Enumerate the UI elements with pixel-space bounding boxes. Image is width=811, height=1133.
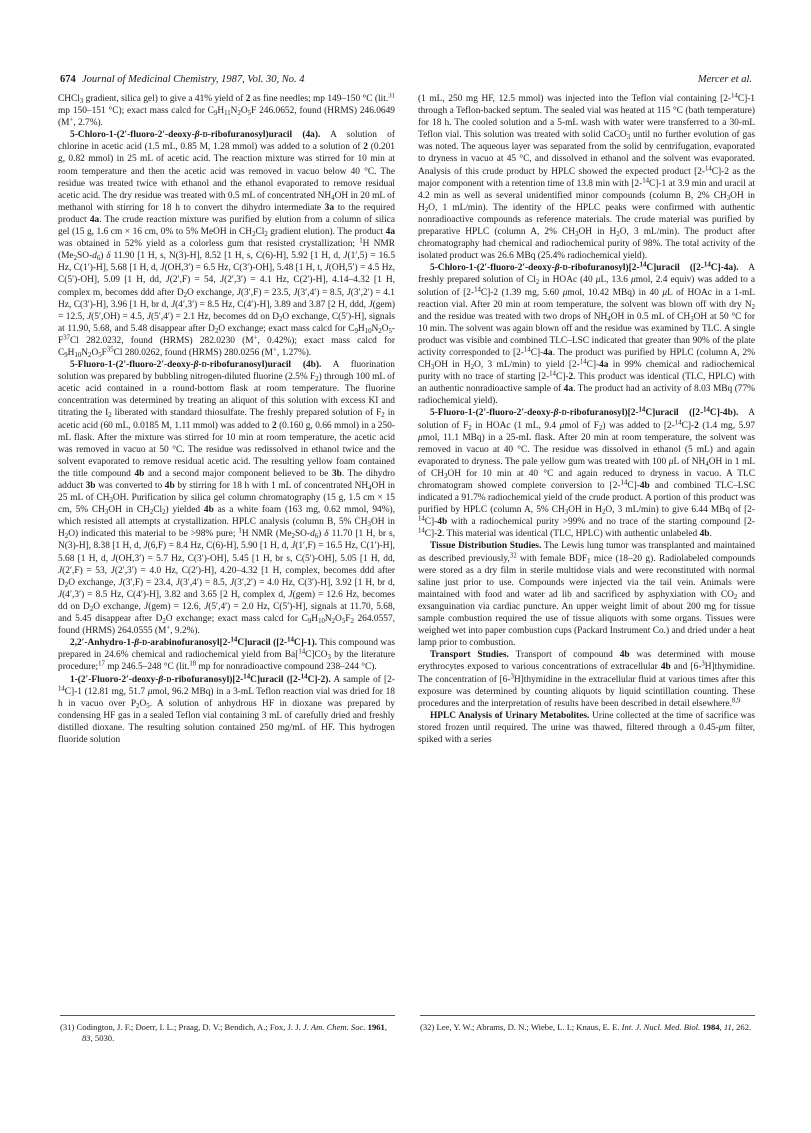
page-number: 674	[60, 74, 76, 85]
footnote-31: (31) Codington, J. F.; Doerr, I. L.; Praag, D. V.; Bendich, A.; Fox, J. J. J. Am. Chem. Soc. 1961, 83, 5030.	[60, 1022, 387, 1043]
paragraph: HPLC Analysis of Urinary Metabolites. Urine collected at the time of sacrifice was stored frozen until required. The urine was thawed, filtered through a 0.45-μm filter, spiked with a series	[418, 710, 755, 745]
paragraph: 5-Chloro-1-(2′-fluoro-2′-deoxy-β-d-ribofuranosyl)uracil (4a). A solution of chlorine in acetic acid (1.5 mL, 0.85 M, 1.28 mmol) was added to a solution of 2 (0.201 g, 0.82 mmol) in 25 mL of acetic acid. The reaction mixture was stirred for 10 min at room temperature and then the acetic acid was removed in vacuo below 40 °C. The residue was treated twice with ethanol and the ethanol evaporated to remove residual acetic acid. The dry residue was treated with 0.5 mL of concentrated $NH_4OH$ in 20 mL of methanol with stirring for 18 h to convert the dihydro intermediate 3a to the required product 4a. The crude reaction mixture was purified by elution from a column of silica gel (15 g, 1.6 cm × 16 cm, 0% to 5% MeOH in $CH_2Cl_2$ gradient elution). The product 4a was obtained in 52% yield as a colorless gum that resisted crystallization; $^1$H NMR $(Me_2SO-d_6)$ δ 11.90 [1 H, s, N(3)-H], 8.52 [1 H, s, C(6)-H], 5.92 [1 H, d, J(1′,5) = 16.5 Hz, C(1′)-H], 5.68 [1 H, d, J(OH,3′) = 6.5 Hz, C(3′)-OH], 5.48 [1 H, t, J(OH,5′) = 4.5 Hz, C(5′)-OH], 5.09 [1 H, dd, J(2′,F) = 54, J(2′,3′) = 4.1 Hz, C(2′)-H], 4.14–4.32 [1 H, complex m, becomes ddd after $D_2O$ exchange, J(3′,F) = 23.5, J(3′,4′) = 8.5, J(3′,2′) = 4.1 Hz, C(3′)-H], 3.96 [1 H, br d, J(4′,3′) = 8.5 Hz, C(4′)-H], 3.89 and 3.87 [2 H, ddd, J(gem) = 12.5, J(5′,OH) = 4.5, J(5′,4′) = 2.1 Hz, becomes dd on $D_2O$ exchange, C(5′)-H], signals at 11.90, 5.68, and 5.48 disappear after $D_2O$ exchange; exact mass calcd for $C_9H_{10}N_2O_5-F^{37}Cl$ 282.0232, found (HRMS) 282.0230 (M+, 0.42%); exact mass calcd for $C_9H_{10}N_2O_5F^{35}Cl$ 280.0262, found (HRMS) 280.0256 (M+, 1.27%).	[58, 130, 395, 359]
paragraph: 5-Fluoro-1-(2′-fluoro-2′-deoxy-β-d-ribofuranosyl)uracil (4b). A fluorination solution was prepared by bubbling nitrogen-diluted fluorine (2.5% $F_2$) through 100 mL of acetic acid contained in a round-bottom flask at room temperature. The fluorine concentration was determined by treating an aliquot of this solution with excess KI and titrating the $I_2$ liberated with standard thiosulfate. The freshly prepared solution of $F_2$ in acetic acid (60 mL, 0.0185 M, 1.11 mmol) was added to 2 (0.160 g, 0.66 mmol) in a 250-mL flask. After the mixture was stirred for 10 min at room temperature, the acetic acid was removed in vacuo at 50 °C. The residue was redissolved in ethanol twice and the solvent evaporated to remove residual acetic acid. The resulting yellow foam contained the title compound 4b and a second major component believed to be 3b. The dihydro adduct 3b was converted to 4b by stirring for 18 h with 1 mL of concentrated $NH_4OH$ in 25 mL of $CH_3OH$. Purification by silica gel column chromatography (15 g, 1.5 cm × 15 cm, 5% $CH_3OH$ in $CH_2Cl_2$) yielded 4b as a white foam (163 mg, 0.62 mmol, 94%), which resisted all attempts at crystallization. HPLC analysis (column B, 5% $CH_3OH$ in $H_2O$) indicated this material to be >98% pure; $^1$H NMR $(Me_2SO-d_6)$ δ 11.70 [1 H, br s, N(3)-H], 8.38 [1 H, d, J(6,F) = 8.4 Hz, C(6)-H], 5.90 [1 H, d, J(1′,F) = 16.5 Hz, C(1′)-H], 5.68 [1 H, d, J(OH,3′) = 5.7 Hz, C(3′)-OH], 5.45 [1 H, br s, C(5′)-OH], 5.05 [1 H, dd, J(2′,F) = 53, J(2′,3′) = 4.0 Hz, C(2′)-H], 4.20–4.32 [1 H, complex, becomes ddd after $D_2O$ exchange, J(3′,F) = 23.4, J(3′,4′) = 8.5, J(3′,2′) = 4.0 Hz, C(3′)-H], 3.92 [1 H, br d, J(4′,3′) = 8.5 Hz, C(4′)-H], 3.82 and 3.65 [2 H, complex d, J(gem) = 12.6 Hz, becomes dd on $D_2O$ exchange, J(gem) = 12.6, J(5′,4′) = 2.0 Hz, C(5′)-H], signals at 11.70, 5.68, and 5.45 disappear after $D_2O$ exchange; exact mass calcd for $C_9H_{10}N_2O_5F_2$ 264.0557, found (HRMS) 264.0555 (M+, 9.2%).	[58, 360, 395, 637]
paragraph: Tissue Distribution Studies. The Lewis lung tumor was transplanted and maintained as described previously,$^{32}$ with female $BDF_1$ mice (18–20 g). Radiolabeled compounds were stored as a dry film in sterile multidose vials and were reconstituted with normal saline just prior to use. Compounds were injected via the tail vein. Animals were maintained with food and water ad lib and sacrificed by asphyxiation with $CO_2$ and exsanguination via cardiac puncture. An upper weight limit of about 200 mg for tissue sample combustion required the use of tissue aliquots with some organs. Tissues were weighed wet into paper combustion cups (Packard Instrument Co.) and dried under a heat lamp prior to combustion.	[418, 541, 755, 649]
footnote-left	[60, 1015, 395, 1044]
journal-citation: Journal of Medicinal Chemistry, 1987, Vol. 30, No. 4	[82, 74, 305, 85]
footnote-32: (32) Lee, Y. W.; Abrams, D. N.; Wiebe, L. I.; Knaus, E. E. Int. J. Nucl. Med. Biol. 1984, 11, 262.	[420, 1022, 752, 1032]
left-column	[58, 93, 395, 1003]
paragraph: 5-Chloro-1-(2′-fluoro-2′-deoxy-β-d-ribofuranosyl)[2-$^{14}$C]uracil ([2-$^{14}$C]-4a). A freshly prepared solution of $Cl_2$ in HOAc (40 μL, 13.6 μmol, 2.4 equiv) was added to a solution of [2-$^{14}$C]-2 (1.39 mg, 5.60 μmol, 10.42 MBq) in 40 μL of HOAc in a 1-mL reaction vial. After 20 min at room temperature, the solvent was blown off with dry $N_2$ and the residue was treated with two drops of $NH_4OH$ in 0.5 mL of $CH_3OH$ at 50 °C for 10 min. The solvent was again blown off and the residue was examined by TLC. A single product was visible and combined TLC–LSC indicated that greater than 90% of the plate activity corresponded to [2-$^{14}$C]-4a. The product was purified by HPLC (column A, 2% $CH_3OH$ in $H_2O$, 3 mL/min) to yield [2-$^{14}$C]-4a in 99% chemical and radiochemical purity with no trace of starting [2-$^{14}$C]-2. This product was identical (TLC, HPLC) with an authentic nonradioactive sample of 4a. The product had an activity of 8.03 MBq (77% radiochemical yield).	[418, 261, 755, 407]
paragraph: 2,2′-Anhydro-1-β-d-arabinofuranosyl[2-$^{14}$C]uracil ([2-$^{14}$C]-1). This compound was prepared in 24.6% chemical and radiochemical yield from $Ba[^{14}C]CO_3$ by the literature procedure;$^{17}$ mp 246.5–248 °C (lit.$^{18}$ mp for nonradioactive compound 238–244 °C).	[58, 636, 395, 673]
paragraph: 1-(2′-Fluoro-2′-deoxy-β-d-ribofuranosyl)[2-$^{14}$C]uracil ([2-$^{14}$C]-2). A sample of [2-$^{14}$C]-1 (12.81 mg, 51.7 μmol, 96.2 MBq) in a 3-mL Teflon reaction vial was dried for 18 h in vacuo over $P_2O_5$. A solution of anhydrous HF in dioxane was prepared by condensing HF gas in a sealed Teflon vial containing 3 mL of carefully dried and freshly distilled dioxane. The resulting solution contained 250 mg/mL of HF. This hydrogen fluoride solution	[58, 673, 395, 745]
paragraph: CHCl$_3$ gradient, silica gel) to give a 41% yield of 2 as fine needles; mp 149–150 °C (lit.$^{31}$ mp 150–151 °C); exact mass calcd for $C_9H_{11}N_2O_5F$ 246.0652, found (HRMS) 246.0649 (M+, 2.7%).	[58, 93, 395, 129]
footnote-right	[420, 1015, 755, 1033]
paragraph: Transport Studies. Transport of compound 4b was determined with mouse erythrocytes exposed to various concentrations of extracellular 4b and [6-$^3$H]thymidine. The concentration of [6-$^3$H]thymidine in the extracellular fluid at various times after this exposure was determined by counting aliquots by liquid scintillation counting. These procedures and the interpretation of results have been described in detail elsewhere.$^{8,9}$	[418, 650, 755, 709]
running-header	[60, 74, 752, 90]
right-column	[418, 93, 755, 1003]
paragraph: (1 mL, 250 mg HF, 12.5 mmol) was injected into the Teflon vial containing [2-$^{14}$C]-1 through a Teflon-backed septum. The sealed vial was heated at 115 °C (bath temperature) for 18 h. The cooled solution and a 5-mL wash with water were transferred to a 30-mL Teflon vial. This solution was treated with solid CaCO$_3$ until no further evolution of gas was noted. The aqueous layer was separated from the solid by centrifugation, evaporated to dryness in vacuo at 45 °C, and dissolved in ethanol and the solvent was evaporated. Analysis of this crude product by HPLC showed the expected product [2-$^{14}$C]-2 as the major component with a retention time of 13.8 min with [2-$^{14}$C]-1 at 3.9 min and uracil at 4.2 min as well as several unidentified minor compounds (column B, 2% $CH_3OH$ in $H_2O$, 1 mL/min). The identity of the HPLC peaks were confirmed with authentic nonradioactive compounds as reference materials. The crude material was purified by preparative HPLC (column A, 2% $CH_3OH$ in $H_2O$, 3 mL/min). The product after chromatography had chemical and radiochemical purity of 98%. The total activity of the isolated product was 26.6 MBq (25.4% radiochemical yield).	[418, 93, 755, 262]
paragraph: 5-Fluoro-1-(2′-fluoro-2′-deoxy-β-d-ribofuranosyl)[2-$^{14}$C]uracil ([2-$^{14}$C]-4b). A solution of $F_2$ in HOAc (1 mL, 9.4 μmol of $F_2$) was added to [2-$^{14}$C]-2 (1.4 mg, 5.97 μmol, 11.1 MBq) in a 25-mL flask. After 20 min at room temperature, the solvent was removed in vacuo at 40 °C. The residue was dissolved in ethanol (5 mL) and again evaporated to dryness. The pale yellow gum was treated with 100 μL of $NH_4OH$ in 1 mL of $CH_3OH$ for 10 min at 40 °C and again reduced to dryness in vacuo. A TLC chromatogram showed complete conversion to [2-$^{14}$C]-4b and combined TLC–LSC indicated a 91.7% radiochemical yield of the crude product. A portion of this product was purified by HPLC (column A, 5% $CH_3OH$ in $H_2O$, 3 mL/min) to give 6.44 MBq of [2-$^{14}$C]-4b with a radiochemical purity >99% and no trace of the starting compound [2-$^{14}$C]-2. This material was identical (TLC, HPLC) with authentic unlabeled 4b.	[418, 406, 755, 540]
running-author: Mercer et al.	[697, 74, 752, 85]
